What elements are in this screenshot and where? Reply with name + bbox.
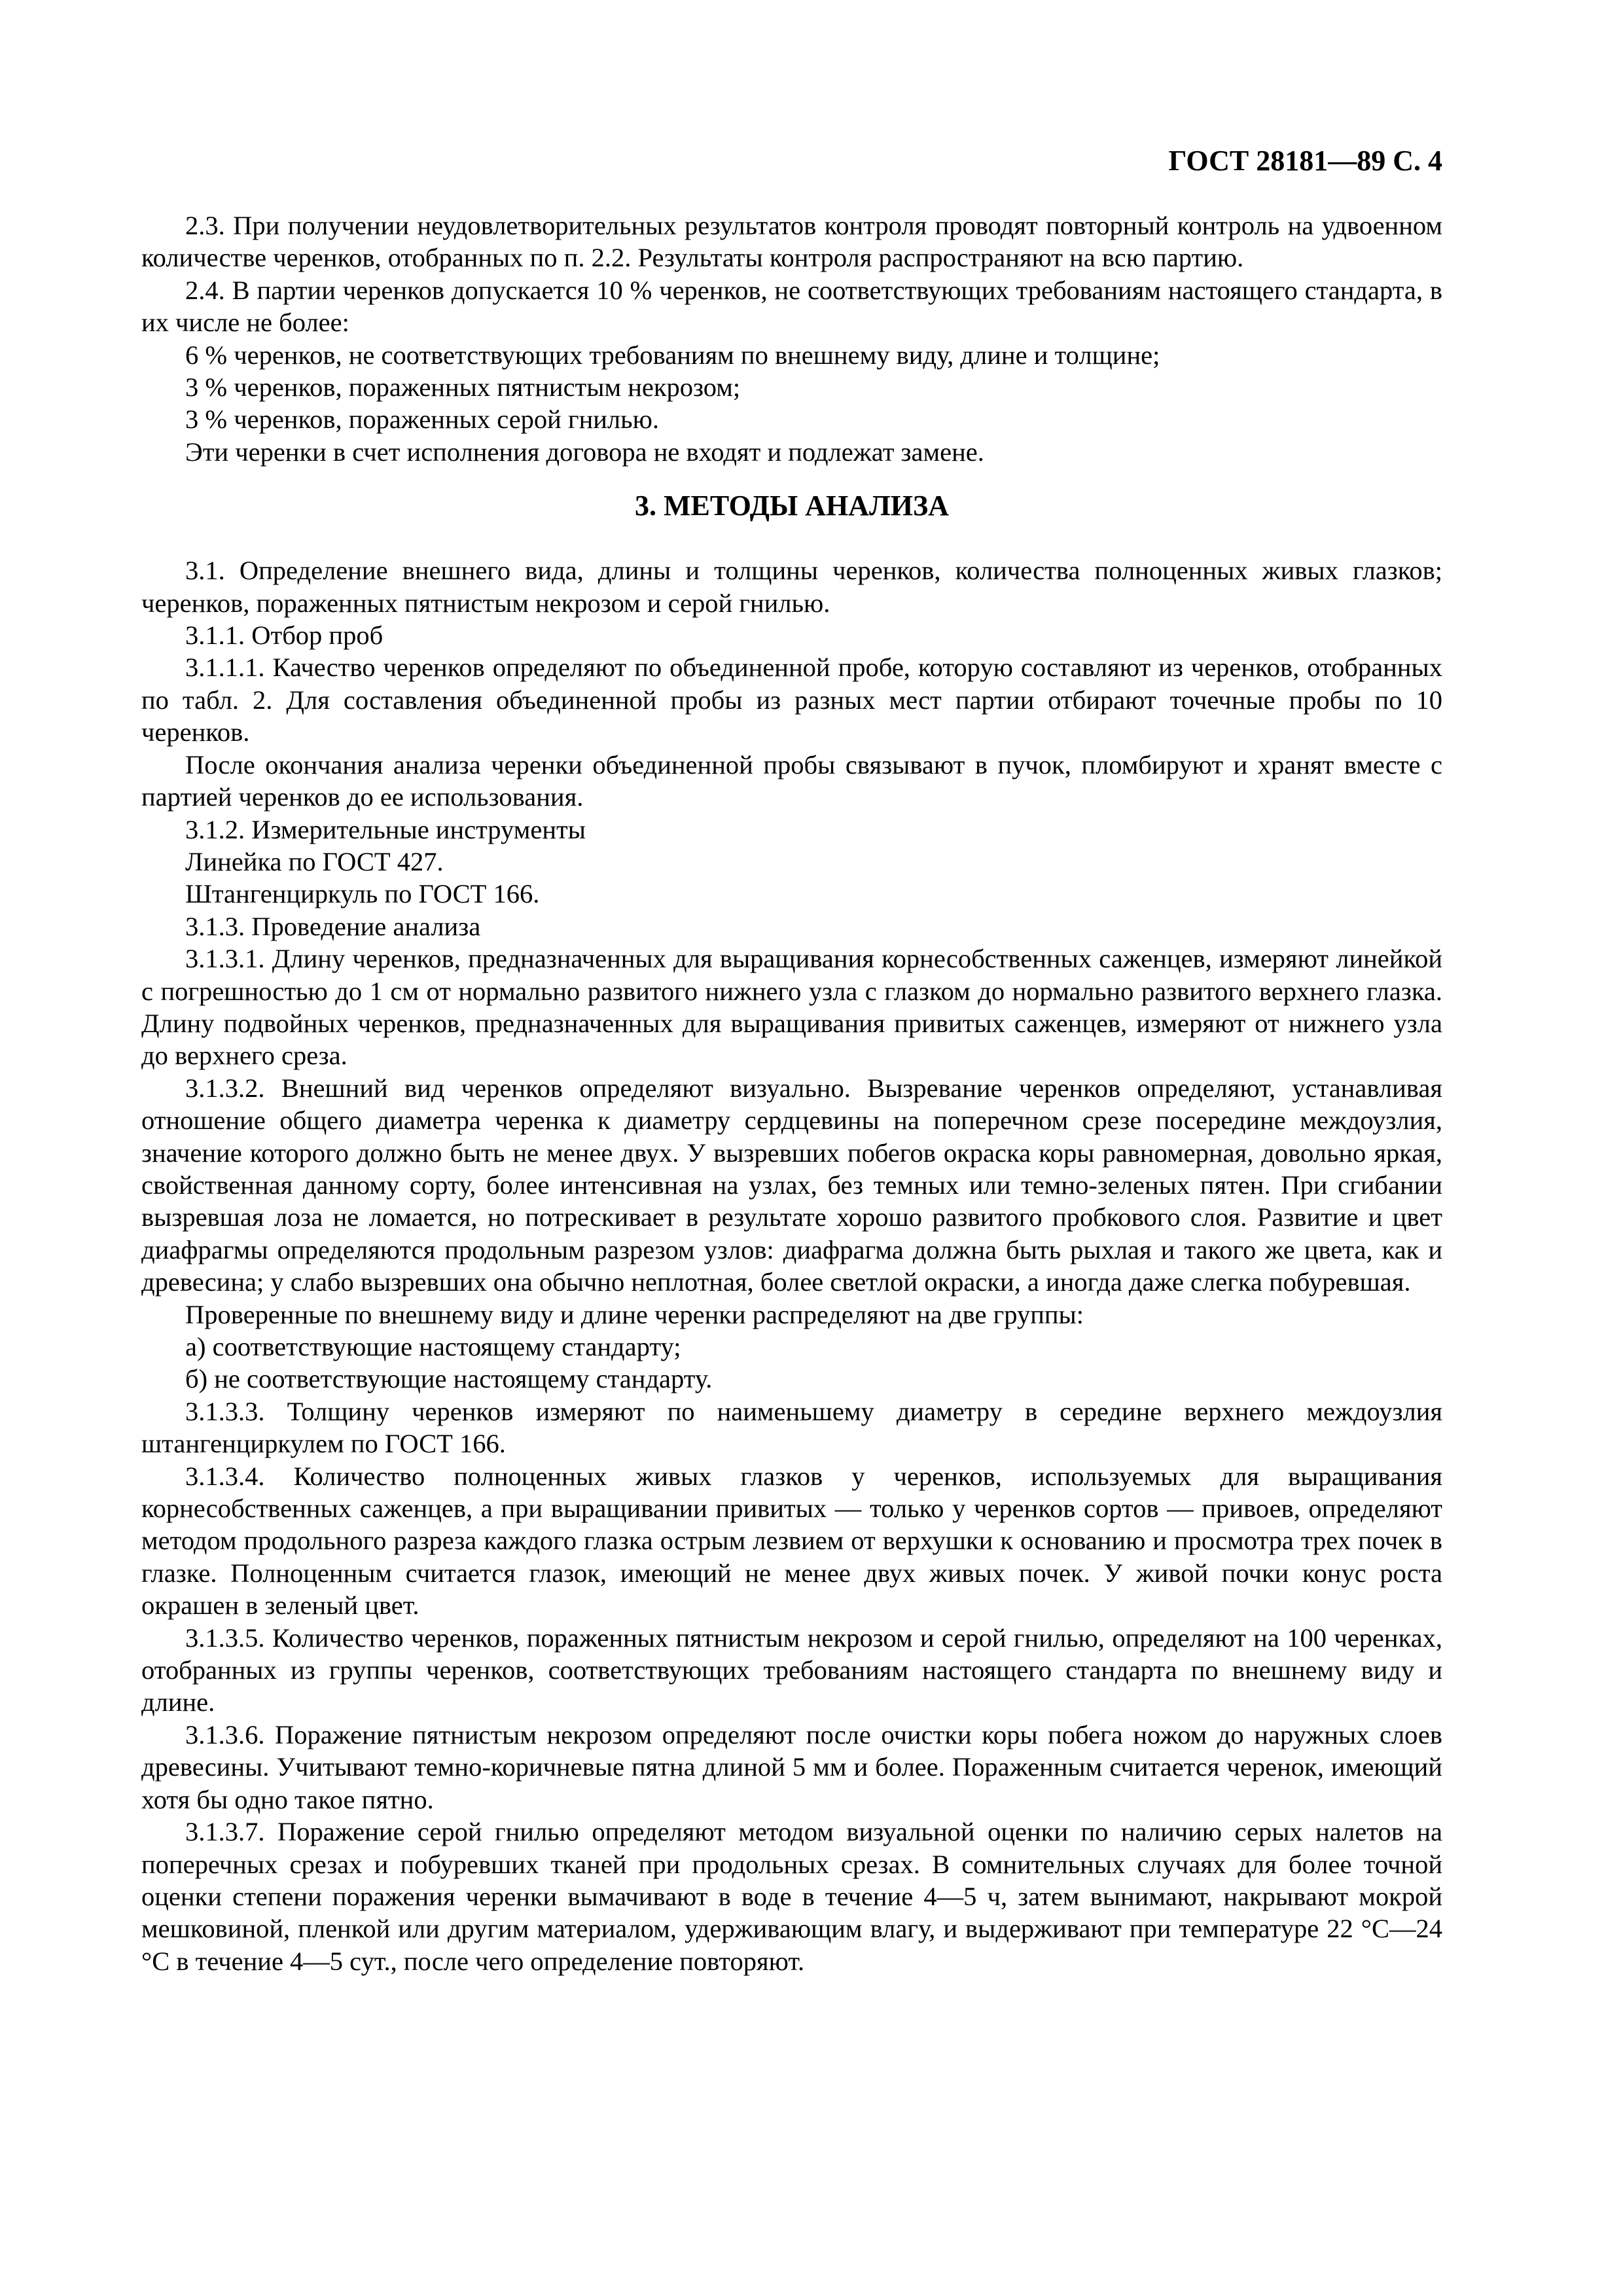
paragraph-3-1: 3.1. Определение внешнего вида, длины и толщины черенков, количества полноценных живых глазков; черенков, пораженных пятнистым некрозом и серой гнилью.	[141, 556, 1442, 618]
page-header: ГОСТ 28181—89 С. 4	[1168, 145, 1442, 177]
paragraph-3-1-3-3: 3.1.3.3. Толщину черенков измеряют по наименьшему диаметру в середине верхнего междоузлия штангенциркулем по ГОСТ 166.	[141, 1396, 1442, 1459]
paragraph-2-4: 2.4. В партии черенков допускается 10 % черенков, не соответствующих требованиям настоящего стандарта, в их числе не более:	[141, 275, 1442, 338]
group-item-b: б) не соответствующие настоящему стандарту.	[185, 1364, 713, 1394]
instrument-ruler: Линейка по ГОСТ 427.	[185, 846, 444, 876]
paragraph-3-1-2: 3.1.2. Измерительные инструменты	[185, 814, 586, 844]
document-page	[141, 144, 1442, 1977]
list-item-3-percent-rot: 3 % черенков, пораженных серой гнилью.	[185, 404, 659, 435]
instrument-caliper: Штангенциркуль по ГОСТ 166.	[185, 879, 540, 909]
paragraph-3-1-1-1: 3.1.1.1. Качество черенков определяют по объединенной пробе, которую составляют из черенков, отобранных по табл. 2. Для составления объединенной пробы из разных мест партии отбирают точечные пробы по 10 черенков.	[141, 653, 1442, 747]
group-item-a: а) соответствующие настоящему стандарту;	[185, 1332, 681, 1361]
section-title: 3. МЕТОДЫ АНАЛИЗА	[635, 490, 949, 522]
paragraph-3-1-3-2: 3.1.3.2. Внешний вид черенков определяют визуально. Вызревание черенков определяют, устанавливая отношение общего диаметра черенка к диаметру сердцевины на поперечном срезе посередине междоузлия, значение которого должно быть не менее двух. У вызревших побегов окраска коры равномерная, довольно яркая, свойственная данному сорту, более интенсивная на узлах, без темных или темно-зеленых пятен. При сгибании вызревшая лоза не ломается, но потрескивает в результате хорошо развитого пробкового слоя. Развитие и цвет диафрагмы определяются продольным разрезом узлов: диафрагма должна быть рыхлая и такого же цвета, как и древесина; у слабо вызревших она обычно неплотная, более светлой окраски, а иногда даже слегка побуревшая.	[141, 1073, 1442, 1297]
list-item-6-percent: 6 % черенков, не соответствующих требованиям по внешнему виду, длине и толщине;	[185, 340, 1160, 370]
paragraph-3-1-3-4: 3.1.3.4. Количество полноценных живых глазков у черенков, используемых для выращивания корнесобственных саженцев, а при выращивании привитых — только у черенков сортов — привоев, определяют методом продольного разреза каждого глазка острым лезвием от верхушки к основанию и просмотра трех почек в глазке. Полноценным считается глазок, имеющий не менее двух живых почек. У живой почки конус роста окрашен в зеленый цвет.	[141, 1461, 1442, 1621]
paragraph-3-1-3-7: 3.1.3.7. Поражение серой гнилью определяют методом визуальной оценки по наличию серых налетов на поперечных срезах и побуревших тканей при продольных срезах. В сомнительных случаях для более точной оценки степени поражения черенки вымачивают в воде в течение 4—5 ч, затем вынимают, накрывают мокрой мешковиной, пленкой или другим материалом, удерживающим влагу, и выдерживают при температуре 22 °С—24 °С в течение 4—5 сут., после чего определение повторяют.	[141, 1817, 1442, 1976]
paragraph-groups-intro: Проверенные по внешнему виду и длине черенки распределяют на две группы:	[185, 1299, 1084, 1329]
paragraph-2-3: 2.3. При получении неудовлетворительных результатов контроля проводят повторный контроль на удвоенном количестве черенков, отобранных по п. 2.2. Результаты контроля распространяют на всю партию.	[141, 211, 1442, 273]
paragraph-replacement-note: Эти черенки в счет исполнения договора не входят и подлежат замене.	[185, 437, 984, 467]
paragraph-3-1-3-5: 3.1.3.5. Количество черенков, пораженных пятнистым некрозом и серой гнилью, определяют на 100 черенках, отобранных из группы черенков, соответствующих требованиям настоящего стандарта по внешнему виду и длине.	[141, 1623, 1442, 1717]
paragraph-3-1-3-6: 3.1.3.6. Поражение пятнистым некрозом определяют после очистки коры побега ножом до наружных слоев древесины. Учитывают темно-коричневые пятна длиной 5 мм и более. Пораженным считается черенок, имеющий хотя бы одно такое пятно.	[141, 1719, 1442, 1814]
paragraph-sample-storage: После окончания анализа черенки объединенной пробы связывают в пучок, пломбируют и хранят вместе с партией черенков до ее использования.	[141, 749, 1442, 812]
paragraph-3-1-3: 3.1.3. Проведение анализа	[185, 911, 481, 941]
paragraph-3-1-3-1: 3.1.3.1. Длину черенков, предназначенных для выращивания корнесобственных саженцев, измеряют линейкой с погрешностью до 1 см от нормально развитого нижнего узла с глазком до нормально развитого верхнего глазка. Длину подвойных черенков, предназначенных для выращивания привитых саженцев, измеряют от нижнего узла до верхнего среза.	[141, 944, 1442, 1071]
list-item-3-percent-necrosis: 3 % черенков, пораженных пятнистым некрозом;	[185, 372, 741, 403]
paragraph-3-1-1: 3.1.1. Отбор проб	[185, 620, 383, 651]
